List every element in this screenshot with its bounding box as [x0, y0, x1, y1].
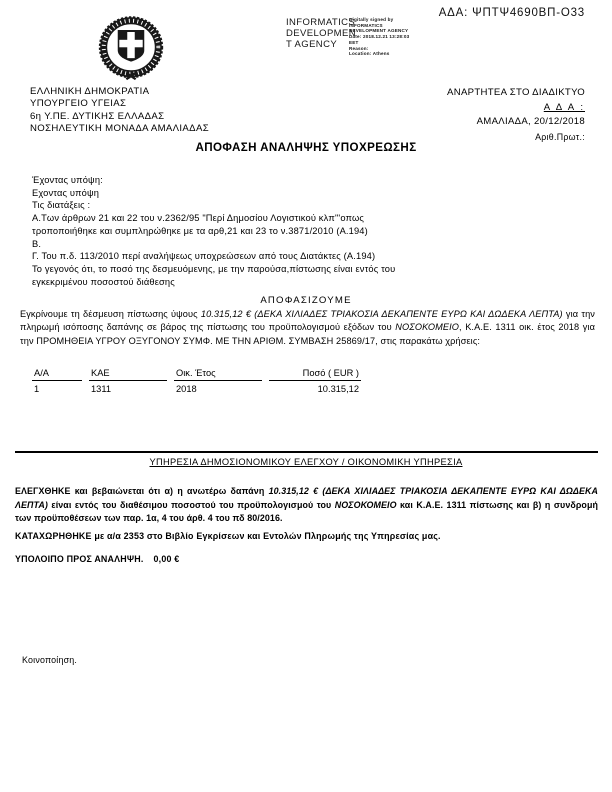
amount-in-words: (ΔΕΚΑ ΧΙΛΙΑΔΕΣ ΤΡΙΑΚΟΣΙΑ ΔΕΚΑΠΕΝΤΕ ΕΥΡΩ ΚΑΙ ΔΩΔΕΚΑ ΛΕΠΤΑ)	[254, 309, 563, 319]
authority-line: ΥΠΟΥΡΓΕΙΟ ΥΓΕΙΑΣ	[30, 98, 127, 110]
cell-amount: 10.315,12	[317, 384, 359, 394]
greek-coat-of-arms-icon	[92, 15, 170, 81]
commitments-table	[32, 367, 361, 396]
registration-line: ΚΑΤΑΧΩΡΗΘΗΚΕ με α/α 2353 στο Βιβλίο Εγκρίσεων και Εντολών Πληρωμής της Υπηρεσίας μας.	[15, 531, 441, 541]
authority-line: ΕΛΛΗΝΙΚΗ ΔΗΜΟΚΡΑΤΙΑ	[30, 86, 150, 97]
considering-line: Α.Των άρθρων 21 και 22 του ν.2362/95 "Περί Δημοσίου Λογιστικού κλπ"'οπως	[32, 213, 364, 224]
issuing-authority-block	[30, 86, 209, 136]
decision-paragraph: Εγκρίνουμε τη δέσμευση πίστωσης ύψους 10.315,12 € (ΔΕΚΑ ΧΙΛΙΑΔΕΣ ΤΡΙΑΚΟΣΙΑ ΔΕΚΑΠΕΝΤΕ ΕΥΡΩ ΚΑΙ ΔΩΔΕΚΑ ΛΕΠΤΑ) για την πληρωμή ισόποσης δαπάνης σε βάρος της πίστωσης του προϋπολογισμού εξόδων του ΝΟΣΟΚΟΜΕΙΟ, Κ.Α.Ε. 1311 οικ. έτος 2018 για την ΠΡΟΜΗΘΕΙΑ ΥΓΡΟΥ ΟΞΥΓΟΝΟΥ ΣΥΜΦ. ΜΕ ΤΗΝ ΑΡΙΘΜ. ΣΥΜΒΑΣΗ 25869/17, στις παρακάτω χρήσεις:	[20, 309, 596, 346]
remaining-balance-line	[15, 554, 179, 564]
cell-kae: 1311	[91, 384, 111, 394]
audit-amount-value: 10.315,12 €	[268, 486, 323, 496]
protocol-number-label: Αριθ.Πρωτ.:	[535, 131, 585, 142]
audit-hospital-name: ΝΟΣΟΚΟΜΕΙΟ	[334, 499, 397, 510]
audit-amount-in-words: (ΔΕΚΑ ΧΙΛΙΑΔΕΣ ΤΡΙΑΚΟΣΙΑ ΔΕΚΑΠΕΝΤΕ ΕΥΡΩ ΚΑΙ ΔΩΔΕΚΑ ΛΕΠΤΑ)	[15, 486, 598, 510]
audit-paragraph: ΕΛΕΓΧΘΗΚΕ και βεβαιώνεται ότι α) η ανωτέρω δαπάνη 10.315,12 € (ΔΕΚΑ ΧΙΛΙΑΔΕΣ ΤΡΙΑΚΟΣΙΑ ΔΕΚΑΠΕΝΤΕ ΕΥΡΩ ΚΑΙ ΔΩΔΕΚΑ ΛΕΠΤΑ) είναι εντός του διαθέσιμου ποσοστού του προϋπολογισμού του ΝΟΣΟΚΟΜΕΙΟ και Κ.Α.Ε. 1311 πίστωσης και β) η συνδρομή των προϋποθέσεων των παρ. 1α, 4 του άρθ. 4 του πδ 80/2016.	[15, 486, 598, 524]
audit-service-heading: ΥΠΗΡΕΣΙΑ ΔΗΜΟΣΙΟΝΟΜΙΚΟΥ ΕΛΕΓΧΟΥ / ΟΙΚΟΝΟΜΙΚΗ ΥΠΗΡΕΣΙΑ	[149, 457, 463, 467]
col-header-kae: ΚΑΕ	[89, 367, 167, 381]
considering-line: Β.	[32, 238, 42, 249]
considering-line: τροποποιήθηκε και συμπληρώθηκε με τα αρθ,21 και 23 το ν.3871/2010 (Α.194)	[32, 225, 368, 236]
stamp-signature-details: Digitally signed by INFORMATICS DEVELOPMENT AGENCY Date: 2018.12.21 13:28:03 EET Reason: Location: Athens	[349, 17, 410, 57]
balance-label: ΥΠΟΛΟΙΠΟ ΠΡΟΣ ΑΝΑΛΗΨΗ.	[15, 554, 144, 564]
considering-line: Εχοντας υπόψη	[32, 187, 100, 198]
publish-on-internet-label: ΑΝΑΡΤΗΤΕΑ ΣΤΟ ΔΙΑΔΙΚΤΥΟ	[447, 87, 585, 98]
notification-label: Κοινοποίηση.	[22, 655, 78, 665]
digital-signature-stamp	[286, 17, 419, 57]
considering-line: Έχοντας υπόψη:	[32, 175, 103, 185]
legal-basis-block	[32, 174, 395, 288]
document-title: ΑΠΟΦΑΣΗ ΑΝΑΛΗΨΗΣ ΥΠΟΧΡΕΩΣΗΣ	[195, 141, 417, 154]
cell-fiscal-year: 2018	[176, 384, 197, 394]
hospital-name: ΝΟΣΟΚΟΜΕΙΟ	[395, 322, 460, 333]
col-header-amount: Ποσό ( EUR )	[269, 367, 361, 381]
stamp-signer-name: INFORMATICS DEVELOPMEN T AGENCY	[286, 17, 356, 51]
considering-line: Το γεγονός ότι, το ποσό της δεσμευόμενης, με την παρούσα,πίστωσης είναι εντός του	[32, 263, 396, 274]
authority-line: ΝΟΣΗΛΕΥΤΙΚΗ ΜΟΝΑΔΑ ΑΜΑΛΙΑΔΑΣ	[30, 123, 209, 135]
considering-line: εγκεκριμένου ποσοστού διάθεσης	[32, 276, 175, 287]
authority-line: 6η Υ.ΠΕ. ΔΥΤΙΚΗΣ ΕΛΛΑΔΑΣ	[30, 110, 165, 122]
decision-heading: ΑΠΟΦΑΣΙΖΟΥΜΕ	[260, 295, 352, 306]
considering-line: Γ. Του π.δ. 113/2010 περί αναλήψεως υποχρεώσεων από τους Διατάκτες (Α.194)	[32, 251, 376, 262]
ada-code: ΑΔΑ: ΨΠΤΨ4690ΒΠ-Ο33	[438, 7, 585, 19]
ada-label: Α Δ Α :	[543, 101, 585, 113]
section-divider	[15, 451, 598, 453]
table-row	[32, 381, 361, 396]
considering-line: Τις διατάξεις :	[32, 200, 91, 211]
place-date: ΑΜΑΛΙΑΔΑ, 20/12/2018	[476, 116, 585, 128]
document-meta-block	[447, 86, 585, 144]
amount-value: 10.315,12 €	[200, 309, 255, 319]
cell-aa: 1	[34, 384, 40, 394]
table-header-row	[32, 367, 361, 381]
col-header-fiscal-year: Οικ. Έτος	[174, 367, 262, 381]
col-header-aa: Α/Α	[32, 367, 82, 381]
balance-value: 0,00 €	[153, 554, 180, 564]
